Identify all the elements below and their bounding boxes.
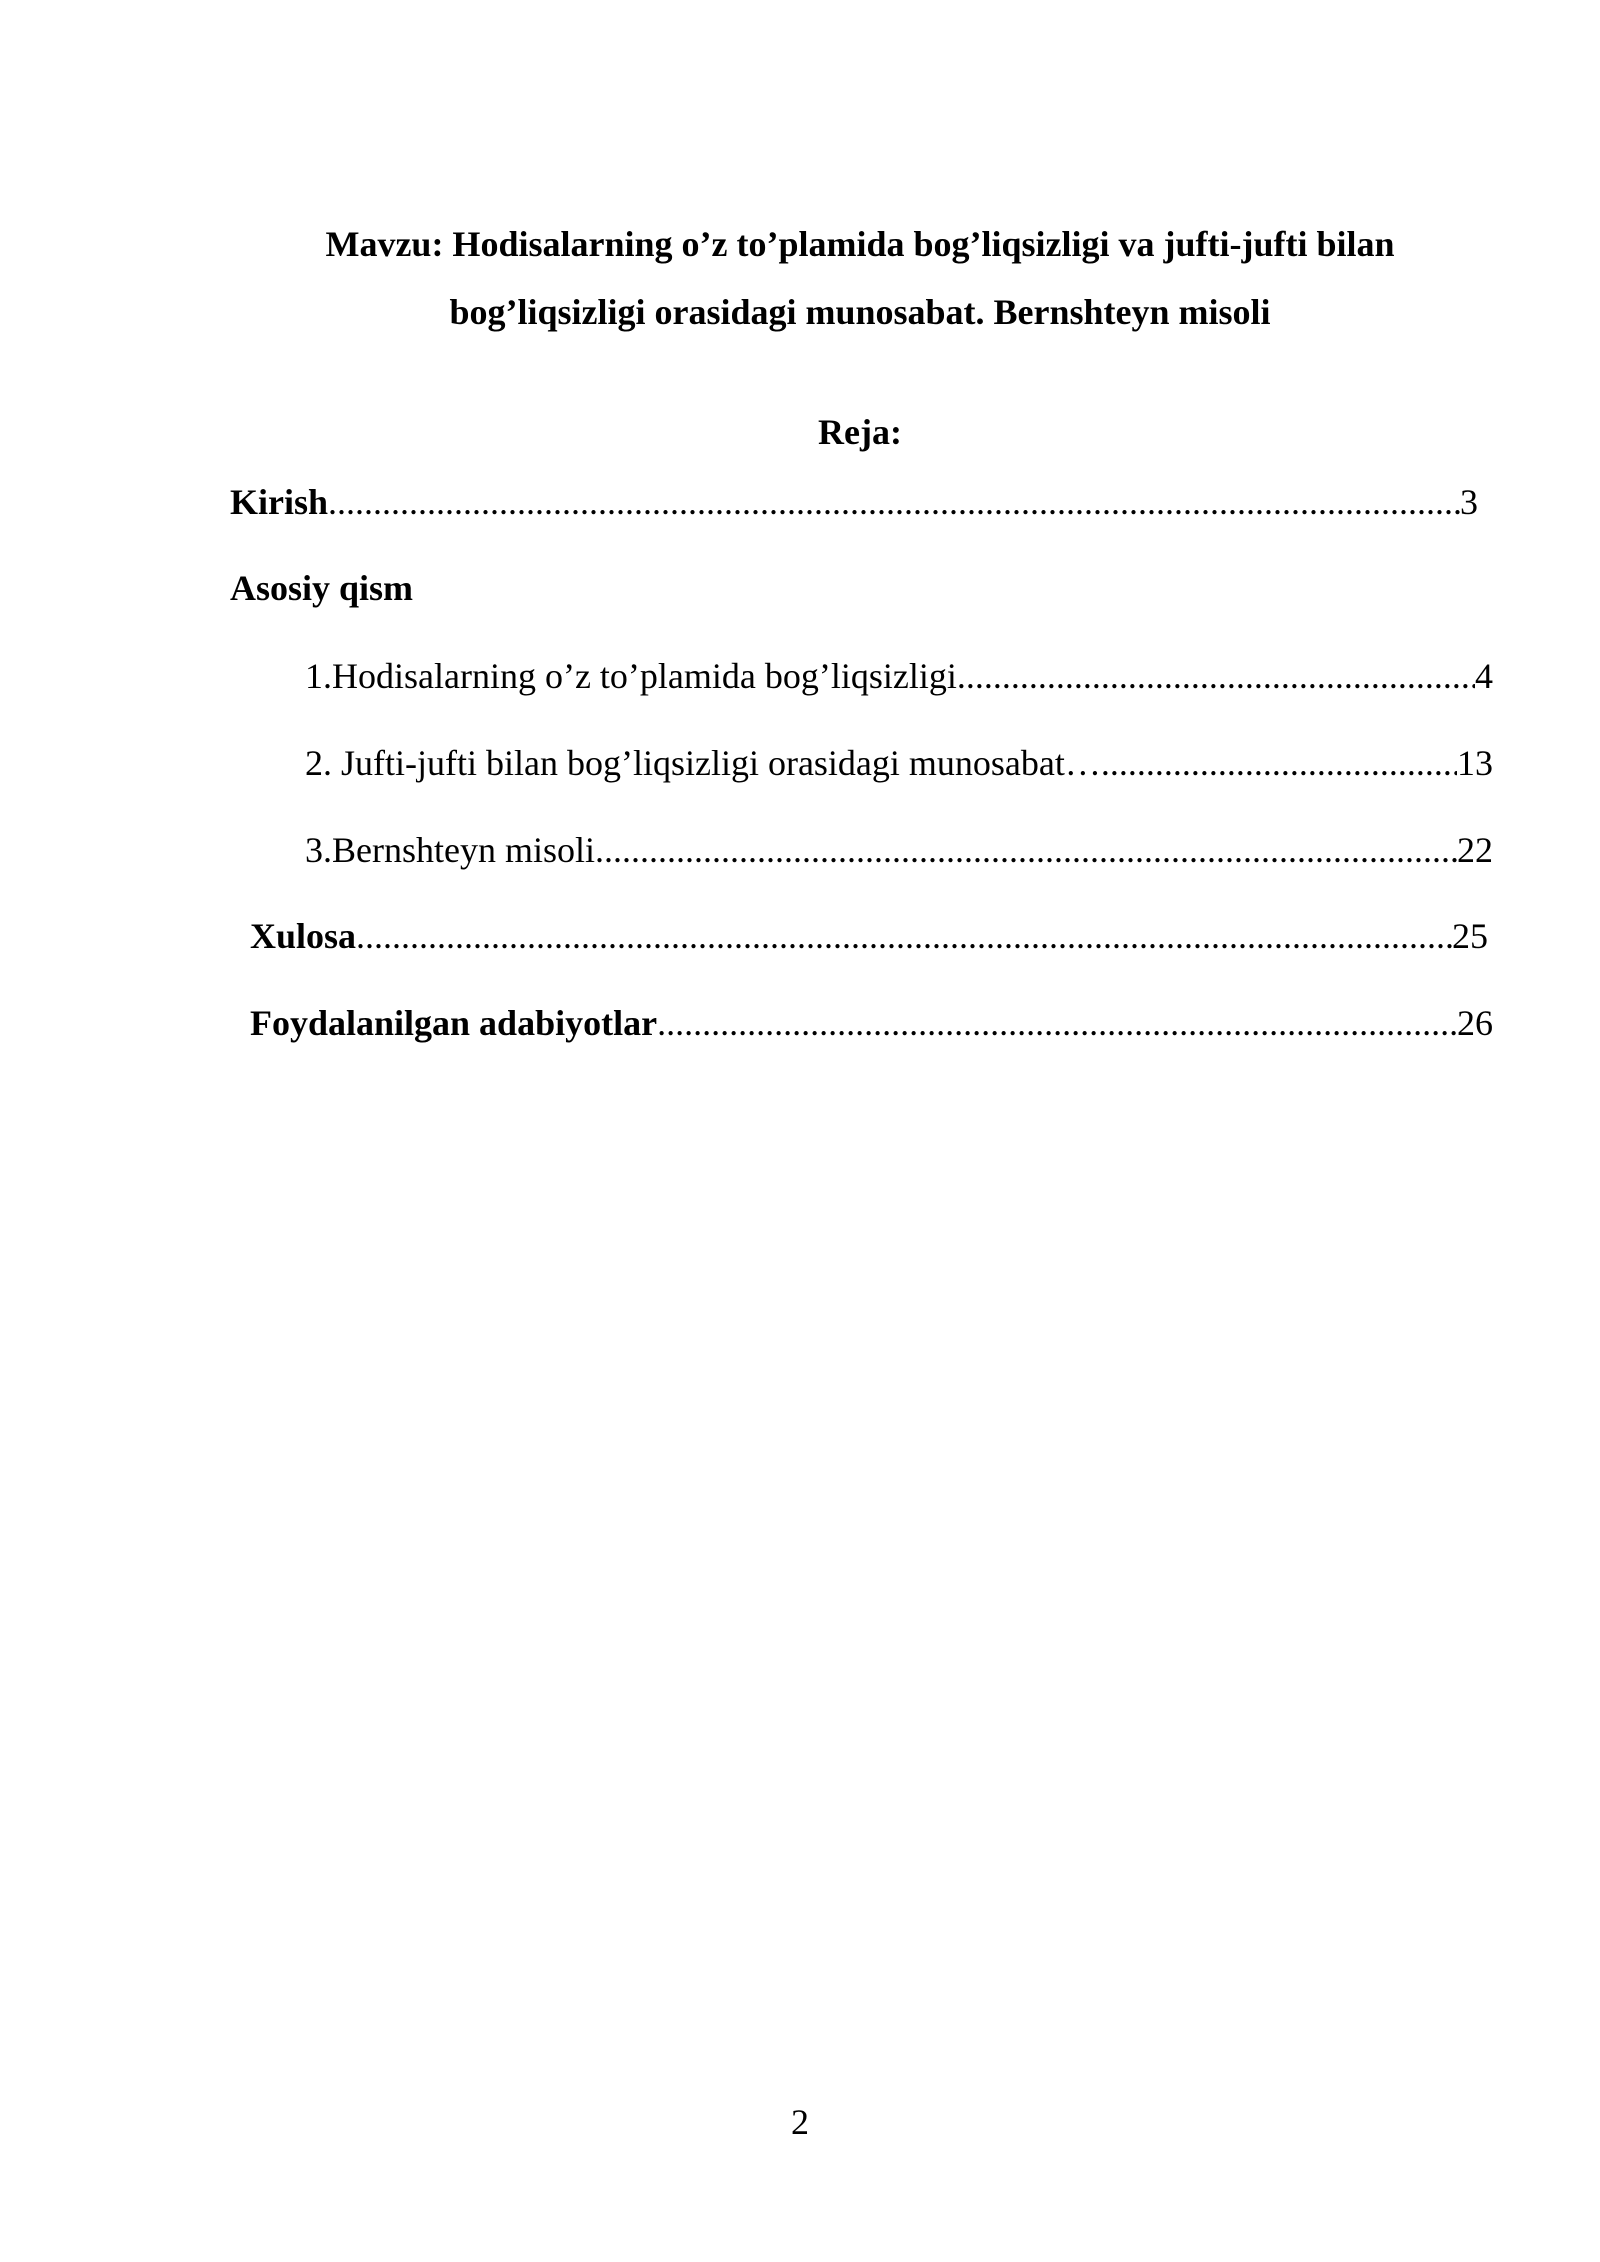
toc-entry-label: Kirish [230,482,329,522]
toc-leader-dots [356,914,1452,958]
toc-entry-label: Foydalanilgan adabiyotlar [250,1003,658,1043]
toc-entry-page: 22 [1457,830,1493,870]
page-number: 2 [791,2102,809,2142]
toc-leader-dots [657,1001,1457,1045]
toc-entry-page: 4 [1475,656,1493,696]
toc-entry-section-1 [305,654,1493,698]
main-section-heading: Asosiy qism [230,568,414,608]
plan-heading: Reja: [818,412,902,452]
toc-entry-kirish [230,480,1478,524]
toc-leader-dots [328,480,1460,524]
toc-entry-page: 26 [1457,1003,1493,1043]
toc-entry-label: 2. Jufti-jufti bilan bog’liqsizligi orasidagi munosabat… [305,743,1101,783]
toc-leader-dots [1101,741,1457,785]
toc-entry-section-3 [305,828,1493,872]
toc-entry-label: 3.Bernshteyn misoli [305,830,595,870]
toc-entry-label: 1.Hodisalarning o’z to’plamida bog’liqsizligi [305,656,957,696]
toc-leader-dots [957,654,1475,698]
toc-leader-dots [595,828,1457,872]
toc-entry-page: 25 [1452,916,1488,956]
title-line-1: Mavzu: Hodisalarning o’z to’plamida bog’liqsizligi va jufti-jufti bilan [325,224,1395,264]
document-title [230,210,1490,346]
title-line-2: bog’liqsizligi orasidagi munosabat. Bernshteyn misoli [449,292,1271,332]
toc-entry-xulosa [250,914,1488,958]
toc-entry-label: Xulosa [250,916,357,956]
toc-entry-references [250,1001,1493,1045]
toc-entry-page: 13 [1457,743,1493,783]
toc-entry-page: 3 [1460,482,1478,522]
toc-entry-section-2 [305,741,1493,785]
